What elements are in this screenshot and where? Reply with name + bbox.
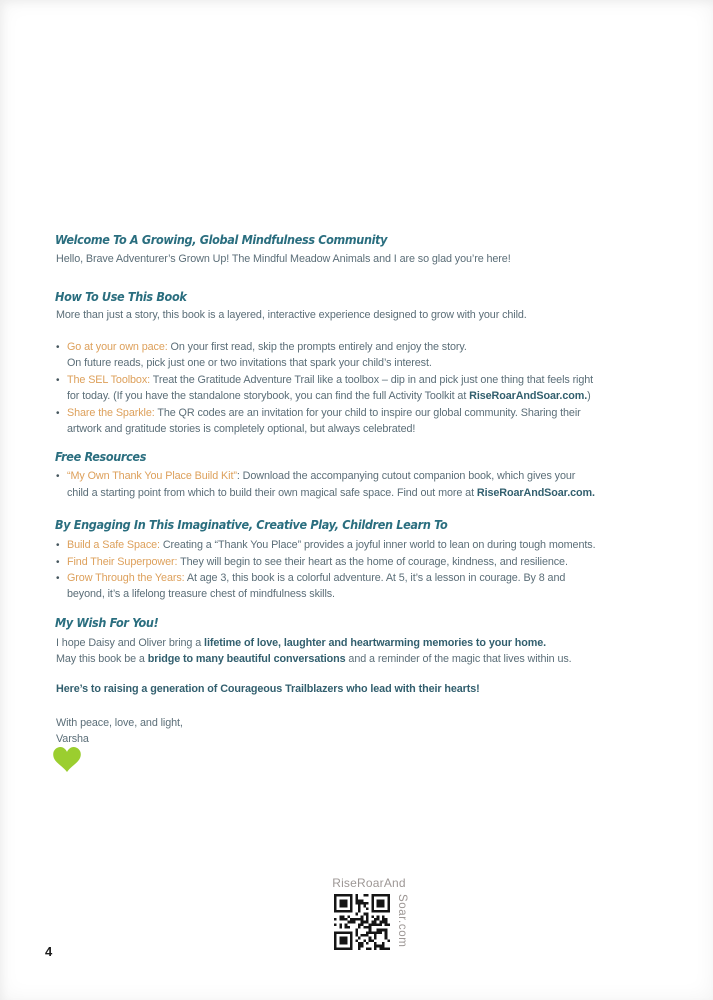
text-segment: Grow Through the Years:	[67, 572, 185, 584]
text-segment: and a reminder of the magic that lives within us.	[345, 653, 572, 665]
text-segment: Here’s to raising a generation of Courageous Trailblazers who lead with their hearts!	[56, 683, 480, 695]
text-segment: Welcome To A Growing, Global Mindfulness Community	[55, 233, 388, 248]
heart-icon	[53, 747, 81, 772]
text-segment: By Engaging In This Imaginative, Creative Play, Children Learn To	[55, 518, 448, 533]
text-segment: Varsha	[56, 733, 89, 745]
text-line	[56, 308, 527, 323]
brand-text: RiseRoarAnd	[332, 876, 406, 890]
section-heading	[55, 450, 146, 465]
text-line	[56, 682, 480, 697]
text-segment: May this book be a	[56, 653, 148, 665]
text-segment: : Download the accompanying cutout companion book, which gives your	[236, 470, 576, 482]
text-line	[56, 373, 594, 388]
text-line	[56, 538, 596, 553]
text-line	[56, 732, 89, 747]
text-segment: bridge to many beautiful conversations	[147, 653, 346, 665]
text-segment: They will begin to see their heart as the home of courage, kindness, and resilience.	[177, 556, 568, 568]
text-segment: )	[587, 390, 591, 402]
bullet-marker: •	[56, 471, 60, 482]
text-line	[67, 587, 335, 602]
text-line	[56, 652, 572, 667]
text-line	[56, 571, 566, 586]
text-segment: artwork and gratitude stories is completely optional, but always celebrated!	[67, 423, 416, 435]
text-segment: lifetime of love, laughter and heartwarming memories to your home.	[204, 637, 547, 649]
text-segment: I hope Daisy and Oliver bring a	[56, 637, 205, 649]
brand-text-vertical: Soar.com	[396, 894, 408, 948]
text-segment: Share the Sparkle:	[67, 407, 155, 419]
bullet-marker: •	[56, 557, 60, 568]
text-line	[56, 555, 568, 570]
text-segment: On future reads, pick just one or two invitations that spark your child’s interest.	[67, 357, 432, 369]
text-segment: Creating a “Thank You Place” provides a joyful inner world to lean on during tough moments.	[159, 539, 596, 551]
text-segment: Go at your own pace:	[67, 341, 168, 353]
text-segment: At age 3, this book is a colorful adventure. At 5, it’s a lesson in courage. By 8 and	[184, 572, 566, 584]
page-number: 4	[45, 944, 53, 959]
qr-code	[334, 894, 390, 950]
text-line	[56, 406, 581, 421]
text-segment: RiseRoarAndSoar.com.	[476, 487, 595, 499]
text-line	[67, 356, 432, 371]
text-segment: My Wish For You!	[55, 616, 159, 631]
bullet-marker: •	[56, 573, 60, 584]
text-segment: Build a Safe Space:	[67, 539, 160, 551]
text-segment: Treat the Gratitude Adventure Trail like a toolbox – dip in and pick just one thing that feels right	[150, 374, 594, 386]
text-segment: RiseRoarAndSoar.com.	[469, 390, 588, 402]
section-heading	[55, 290, 186, 305]
text-segment: More than just a story, this book is a layered, interactive experience designed to grow with your child.	[56, 309, 527, 321]
text-line	[56, 636, 546, 651]
text-segment: Hello, Brave Adventurer’s Grown Up! The Mindful Meadow Animals and I are so glad you’re here!	[56, 253, 511, 265]
text-line	[56, 252, 511, 267]
text-segment: The SEL Toolbox:	[67, 374, 151, 386]
text-segment: Find Their Superpower:	[67, 556, 178, 568]
text-segment: On your first read, skip the prompts entirely and enjoy the story.	[167, 341, 467, 353]
text-segment: for today. (If you have the standalone storybook, you can find the full Activity Toolkit at	[67, 390, 470, 402]
text-segment: With peace, love, and light,	[56, 717, 183, 729]
text-line	[56, 340, 467, 355]
text-line	[67, 389, 591, 404]
bullet-marker: •	[56, 375, 60, 386]
text-segment: child a starting point from which to build their own magical safe space. Find out more at	[67, 487, 477, 499]
text-segment: Free Resources	[55, 450, 147, 465]
section-heading	[55, 233, 387, 248]
bullet-marker: •	[56, 342, 60, 353]
text-segment: “My Own Thank You Place Build Kit”	[67, 470, 237, 482]
text-segment: How To Use This Book	[55, 290, 187, 305]
bullet-marker: •	[56, 408, 60, 419]
text-line	[67, 422, 415, 437]
section-heading	[55, 518, 447, 533]
bullet-marker: •	[56, 540, 60, 551]
section-heading	[55, 616, 158, 631]
text-segment: beyond, it’s a lifelong treasure chest of mindfulness skills.	[67, 588, 335, 600]
text-line	[67, 486, 595, 501]
text-line	[56, 716, 183, 731]
text-line	[56, 469, 576, 484]
text-segment: The QR codes are an invitation for your child to inspire our global community. Sharing their	[154, 407, 581, 419]
